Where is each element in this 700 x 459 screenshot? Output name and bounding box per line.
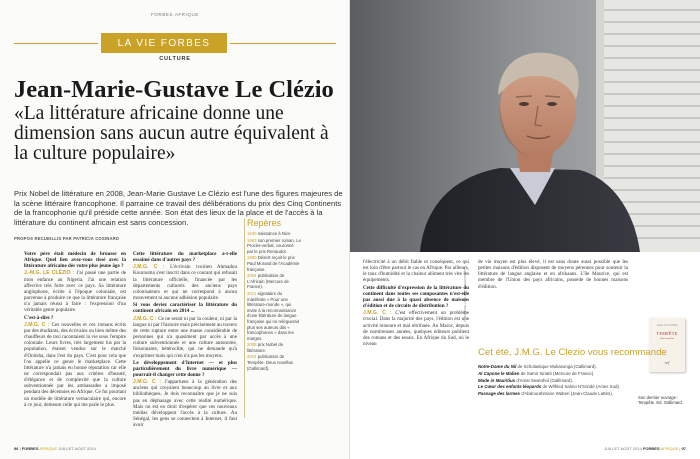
reperes-item: 2011 signataire du manifeste « Pour une littérature-monde », qui invite à la reconnaissance d'une littérature de langue française qui ne relèguerait plus ses auteurs dits « francophones » dans les marges. <box>247 290 299 341</box>
answer <box>133 379 237 428</box>
magazine-tag: FORBES AFRIQUE <box>151 12 199 17</box>
book-caption: Son dernier ouvrage : Tempête. Ed. Gallimard. <box>638 395 683 406</box>
recommendation-item: Le Cœur des enfants léopards de Wilfried Salmo N'Sondé (Actes Sud). <box>478 384 621 390</box>
folio-right: JUILLET-AOÛT 2014 FORBES AFRIQUE | 97 <box>604 446 686 451</box>
speaker-label: J.M.G. C : <box>133 264 165 271</box>
author-name: Jean-Marie-Gustave Le Clézio <box>14 76 334 103</box>
recommendation-item: Passage des larmes d'Abdourahmane Waberi (Jean-Claude Lattès). <box>478 391 613 397</box>
answer-text: L'écrivain ivoirien Ahmadou Kourouma s'est inscrit dans ce courant qui refusait la littérature officielle, financée par les départements culturels des anciens pays colonisateurs et qui ne correspond à aucun mouvement ni aucune adhésion populaire. <box>133 264 237 302</box>
answer-text: C'est effectivement un problème crucial. Dans la majorité des pays, l'édition est une activité mineure et mal rétribuée. Au Maroc, depuis de nombreuses années, quelques éditeurs publient des romans et des essais. En Afrique du Sud, où le niveau <box>363 310 469 348</box>
intro-paragraph: Prix Nobel de littérature en 2008, Jean-Marie Gustave Le Clézio est l'une des figures majeures de la scène littéraire francophone. Il parraine ce travail des délibérations du prix des Cinq Continents de la francophonie qu'il préside cette année. Son état des lieux de la place et de l'accès à la littérature du continent africain est sans concession. <box>14 189 343 227</box>
question: Votre père était médecin de brousse en Afrique. Quel lien avez-vous tissé avec la littérature africaine dès votre plus jeune âge ? <box>24 251 126 270</box>
book-title: TEMPÊTE <box>656 331 678 336</box>
question: Cette littérature du marketplace a-t-elle essaimé dans d'autres pays ? <box>133 251 237 264</box>
question: Si vous deviez caractériser la littérature du continent africain en 2014 ... <box>133 302 237 315</box>
answer <box>363 310 469 347</box>
reperes-item: 2014 publication de Tempête. Deux novellas (Gallimard). <box>247 354 293 371</box>
speaker-label: J.M.G. C : <box>133 315 157 322</box>
answer-text: Ces nouvelles et ces romans écrits par des étudiants, des écrivains ou bien même des chauffeurs de taxi racontaient la vie sous l'empire coloniale. Leurs livres, très largement lus par la population, étaient vendus sur le marché d'Onitsha, dans l'est du pays. C'est pour cela que l'on appelle ce genre le marketplace. Cette littérature n'a jamais eu bonne réputation car elle ne correspondait pas aux critères d'beauté, d'élégance et de complexité que la culture subventionnée par les ambassades a imposé pendant des décennies en Afrique. Ce fut pourtant un modèle de littérature vernaculaire qui, encore à ce jour, demeure celle qui me parle le plus. <box>24 321 126 408</box>
recommendation-item: Made in Mauritius d'Amal Sewtohul (Gallimard). <box>478 377 574 383</box>
speaker-label: J.M.G. C : <box>363 310 392 317</box>
right-page <box>350 0 700 459</box>
answer-text: Ce ne serait ni par la couleur, ni par la langue ni par l'histoire mais précisément au travers de cette rupture entre une masse considérable de personnes qui n'a quasiment par accès à une culture subventionnée et une culture autonome, foisonnante, hétéroclite, qui ne demande qu'à s'exprimer mais qui n'en n'a pas les moyens. <box>133 315 237 359</box>
recommendation-item: Al Capone le Malien de Samir Sinaté (Mercure de France). <box>478 370 595 376</box>
question: Cette difficulté d'expression de la littérature du continent dans toutes ses composantes n'est-elle pas aussi due à la quasi absence de maisons d'édition et de circuits de distribution ? <box>363 284 469 310</box>
reperes-item: 1980 Désert reçoit le prix Paul Morand de l'Académie française. <box>247 255 300 272</box>
answer: de vie moyen est plus élevé, il est sans doute aussi possible que les petites maisons d'édition disposent de moyens pérennes pour soutenir la littérature de langue anglaise et en afrikaans. L'île Maurice, qui est membre de l'Union des pays africains, possède de bonnes maisons d'édition. <box>478 259 628 290</box>
interview-credit: PROPOS RECUEILLIS PAR PATRICIA COSINARD <box>14 236 120 241</box>
answer <box>133 316 237 359</box>
recommendation-item: Notre-Dame du Nil de Scholastique Mukasonga (Gallimard). <box>478 364 597 369</box>
photo-credit: © LEEMAGE / BELGA / VANEECKHOUT <box>463 266 467 322</box>
book-publisher-logo: nrf <box>664 360 670 365</box>
reperes-item: 2008 prix Nobel de littérature. <box>247 342 284 353</box>
banner-rule-right <box>230 43 336 44</box>
book-author: J.M.G. LE CLÉZIO <box>656 324 678 327</box>
folio-left: 96 | FORBES AFRIQUE JUILLET-AOÛT 2014 <box>14 446 96 451</box>
reperes-title: Repères <box>247 218 282 228</box>
article-column-4 <box>478 259 628 291</box>
reperes-divider <box>244 218 245 418</box>
recommendations-heading: Cet été, J.M.G. Le Clezio vous recommande <box>478 347 667 358</box>
section-subtitle: CULTURE <box>159 56 191 62</box>
question: Le développement d'Internet — et plus particulièrement du livre numérique — pourrait-il changer cette donne ? <box>133 359 237 378</box>
headline-quote: «La littérature africaine donne une dimension sans aucun autre équivalent à la culture populaire» <box>14 103 329 164</box>
reperes-item: 2004 publication de L'Africain (Mercure de France). <box>247 273 289 290</box>
article-column-3 <box>363 259 469 348</box>
answer: l'électricité à un débit fiable et conséquent, ce qui est loin d'être partout le cas en Afrique. Par ailleurs, le taux d'humidité et la chaleur abîment très vite les équipements. <box>363 259 469 284</box>
portrait-illustration <box>350 0 700 252</box>
article-column-2 <box>133 251 237 429</box>
reperes-sidebar <box>247 218 301 372</box>
section-banner: LA VIE FORBES <box>101 33 227 53</box>
book-cover <box>649 318 685 372</box>
answer-text: J'ai passé une partie de mon enfance au Nigeria. J'ai une relation affective très forte avec ce pays. Sa littérature anglophone, écrite à l'époque coloniale, est parvenue à produire ce que la littérature française n'a jamais réussi à faire : l'expression d'un véritable genre populaire. <box>24 270 126 314</box>
article-column-1 <box>24 251 126 409</box>
answer-text: J'appartiens à la génération des anciens qui croyaient beaucoup au livre et aux bibliothèques. Je dois reconnaître que je ne suis pas en déphasage avec cette réalité numérique. Mais on est en droit d'espérer que ces nouveaux médias développent l'accès à la culture. Au Sénégal, les gens se connectent à Internet, il faut avoir <box>133 379 238 429</box>
speaker-label: J.-M.G. LE CLÉZIO : <box>24 270 75 277</box>
recommendations-list <box>478 364 628 398</box>
speaker-label: J.M.G. C : <box>133 379 162 386</box>
reperes-item: 1940 naissance à Nice <box>247 231 291 236</box>
answer <box>24 322 126 408</box>
answer <box>133 264 237 301</box>
author-portrait-photo <box>350 0 700 252</box>
answer <box>24 270 126 313</box>
question: C'est-à-dire ? <box>24 314 54 321</box>
reperes-item: 1963 son premier roman, Le Procès-verbal, couronné par le prix Renaudot. <box>247 237 301 254</box>
book-subtitle: Deux novellas <box>660 337 674 340</box>
banner-rule-left <box>14 43 98 44</box>
speaker-label: J.M.G. C : <box>24 321 50 328</box>
